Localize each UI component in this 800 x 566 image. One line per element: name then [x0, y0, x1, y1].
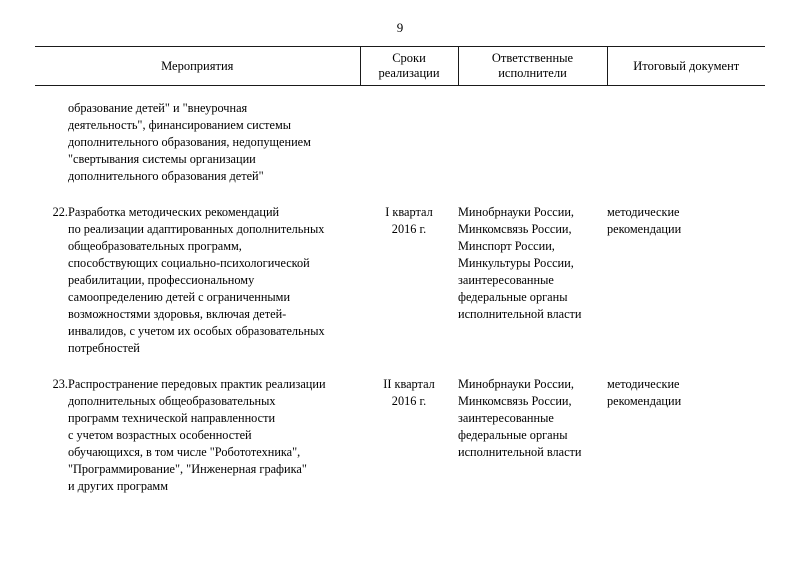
- row-term: I квартал 2016 г.: [385, 205, 433, 236]
- row-responsible: Минобрнауки России, Минкомсвязь России, заинтересованные федеральные органы исполнительной власти: [458, 377, 582, 459]
- row-event: Разработка методических рекомендаций по реализации адаптированных дополнительных общеобразовательных программ, способствующих социально-психологической реабилитации, профессиональному самоопределению детей с ограниченными возможностями здоровья, включая детей- инвалидов, с учетом их особых образовательных потребностей: [68, 205, 325, 355]
- row-document: [607, 100, 765, 185]
- header-body-spacer: [35, 86, 765, 101]
- row-number: [35, 100, 68, 185]
- column-header-responsible-text: Ответственные исполнители: [491, 51, 574, 80]
- column-header-document: [607, 47, 765, 86]
- row-responsible: [458, 100, 607, 185]
- table-body: [35, 86, 765, 496]
- row-gap: [35, 185, 765, 204]
- column-header-term: [360, 47, 458, 86]
- table-row: [35, 376, 765, 495]
- column-header-responsible: [458, 47, 607, 86]
- table-row: [35, 100, 765, 185]
- row-document: методические рекомендации: [607, 205, 682, 236]
- row-term: [360, 100, 458, 185]
- row-document: методические рекомендации: [607, 377, 682, 408]
- row-number: 22.: [52, 205, 68, 219]
- column-header-term-text: Сроки реализации: [378, 51, 440, 80]
- row-event: Распространение передовых практик реализации дополнительных общеобразовательных программ технической направленности с учетом возрастных особенностей обучающихся, в том числе "Робототехника", "Программирование", "Инженерная графика" и других программ: [68, 377, 326, 493]
- row-event: образование детей" и "внеурочная деятельность", финансированием системы дополнительного образования, недопущением "свертывания системы организации дополнительного образования детей": [68, 101, 311, 183]
- measures-table: [35, 46, 765, 495]
- table-row: [35, 204, 765, 357]
- column-header-document-text: Итоговый документ: [633, 58, 740, 73]
- table-header-row: [35, 47, 765, 86]
- page-number: 9: [396, 20, 404, 35]
- row-number: 23.: [52, 377, 68, 391]
- row-gap: [35, 357, 765, 376]
- column-header-event: Мероприятия: [35, 47, 360, 86]
- row-term: II квартал 2016 г.: [383, 377, 435, 408]
- row-responsible: Минобрнауки России, Минкомсвязь России, Минспорт России, Минкультуры России, заинтересованные федеральные органы исполнительной власти: [458, 205, 582, 321]
